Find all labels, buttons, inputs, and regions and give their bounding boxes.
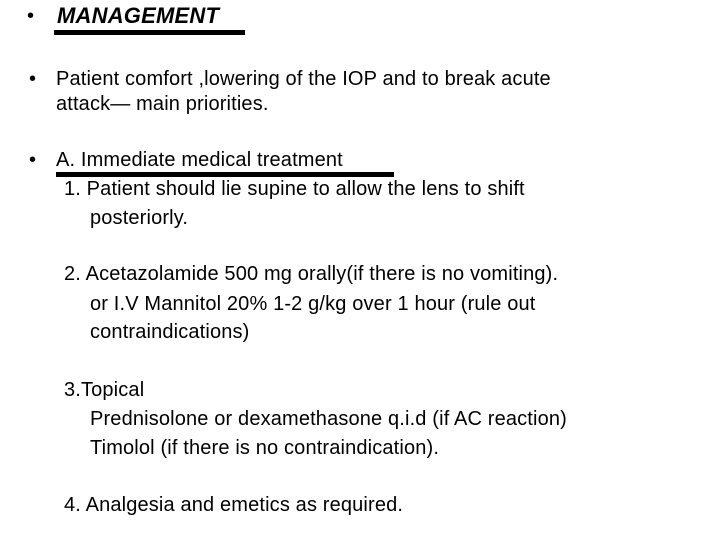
intro-line-2: attack— main priorities. — [56, 93, 269, 115]
item-3-line-2: Prednisolone or dexamethasone q.i.d (if AC reaction) — [90, 408, 567, 430]
treatment-heading: A. Immediate medical treatment — [56, 149, 343, 171]
item-3-line-3: Timolol (if there is no contraindication). — [90, 437, 440, 459]
treatment-bullet: • — [29, 149, 37, 171]
title-underline — [54, 30, 245, 35]
item-2-line-1: 2. Acetazolamide 500 mg orally(if there is no vomiting). — [64, 263, 559, 285]
item-1-line-1: 1. Patient should lie supine to allow the lens to shift — [64, 178, 525, 200]
item-1-line-2: posteriorly. — [90, 207, 189, 229]
intro-line-1: Patient comfort ,lowering of the IOP and to break acute — [56, 68, 551, 90]
item-4-line-1: 4. Analgesia and emetics as required. — [64, 494, 404, 516]
item-3-line-1: 3.Topical — [64, 379, 145, 401]
intro-bullet: • — [29, 68, 37, 90]
title-bullet: • — [27, 5, 35, 27]
item-2-line-2: or I.V Mannitol 20% 1-2 g/kg over 1 hour (rule out — [90, 293, 536, 315]
slide-title: MANAGEMENT — [57, 3, 220, 28]
item-2-line-3: contraindications) — [90, 321, 250, 343]
